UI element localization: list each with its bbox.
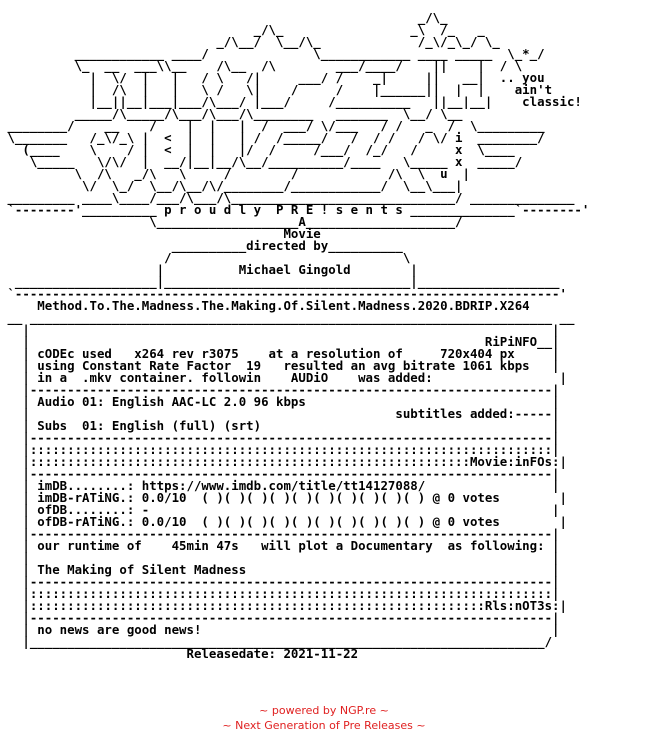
nfo-line: _/\_ (0, 10, 448, 25)
nfo-line: |----------------------------------------------------------------------| (0, 382, 560, 397)
footer-tagline: ~ Next Generation of Pre Releases ~ (222, 719, 426, 732)
nfo-line: Movie (0, 226, 321, 241)
nfo-line: |__||__|___|___/\___/ |___/ /__________ ||__|__| classic! (0, 94, 582, 109)
nfo-line: `--------'__________ p r o u d l y P R E ! s e n t s ______________`--------' (0, 202, 590, 217)
nfo-line: | imDB-rATiNG.: 0.0/10 ( )( )( )( )( )( )( )( )( )( ) @ 0 votes | (0, 490, 567, 505)
powered-by-text: ~ powered by NGP.re ~ (259, 704, 389, 717)
nfo-line: |----------------------------------------------------------------------| (0, 610, 560, 625)
nfo-line: __ ______________________________________________________________________ __ (0, 310, 575, 325)
nfo-line: | in a .mkv container. followin AUDiO was added: | (0, 370, 567, 385)
nfo-line: `-------------------------------------------------------------------------' (0, 286, 567, 301)
nfo-line: | our runtime of 45min 47s will plot a Documentary as following: | (0, 538, 560, 553)
nfo-line: | \/ | | / \ /| ___/ / _| || __| .. you (0, 70, 545, 85)
nfo-line: Method.To.The.Madness.The.Making.Of.Silent.Madness.2020.BDRIP.X264 (0, 298, 530, 313)
nfo-line: ___________________|_________________________________|___________________ (0, 274, 560, 289)
nfo-line: | Michael Gingold | (0, 262, 418, 277)
nfo-line: | Audio 01: English AAC-LC 2.0 96 kbps | (0, 394, 560, 409)
nfo-line: |----------------------------------------------------------------------| (0, 430, 560, 445)
nfo-line: ____________ ____/ \____________ ____ _____ \_*_/ (0, 46, 545, 61)
nfo-line: | Subs 01: English (full) (srt) | (0, 418, 560, 433)
nfo-line: _/\_ _\ /_ _ (0, 22, 485, 37)
nfo-line: \_____ \/\/ | __/|__|__/\__/__________/____ \_____ x _____/ (0, 154, 523, 169)
nfo-line: | ofDB-rATiNG.: 0.0/10 ( )( )( )( )( )( )( )( )( )( ) @ 0 votes | (0, 514, 567, 529)
nfo-line: | imDB........: https://www.imdb.com/title/tt14127088/ | (0, 478, 560, 493)
nfo-line: | cODEc used x264 rev r3075 at a resolution of 720x404 px | (0, 346, 560, 361)
nfo-line: (____ \ / | < | | |/ / /___/ /_/ / x \____ (0, 142, 515, 157)
nfo-line: \ /\ _/\ \ / / /\ \ u | (0, 166, 470, 181)
nfo-line: / \ (0, 250, 411, 265)
nfo-line: | RiPiNFO__| (0, 334, 560, 349)
nfo-line: _________ ____\____/___/\___/\______________________________/ ______________ (0, 190, 575, 205)
nfo-line: \_ __ ___\\__ /\__ /\ ___/____/ || | / \ (0, 58, 523, 73)
nfo-line: \_______ /_\/_\ | < | | | / /_____/ / / / / \/ i ________/ (0, 130, 545, 145)
nfo-line: __________directed by__________ (0, 238, 403, 253)
nfo-line: |::::::::::::::::::::::::::::::::::::::::::::::::::::::::::::::::::::::| (0, 442, 560, 457)
nfo-line: \___________________A____________________/ (0, 214, 463, 229)
nfo-line: \/ \_/ \__/\__/\/________/____________/ \__\___| (0, 178, 463, 193)
nfo-line: | The Making of Silent Madness | (0, 562, 560, 577)
nfo-line: | ofDB........: - | (0, 502, 560, 517)
nfo-line: |::::::::::::::::::::::::::::::::::::::::::::::::::::::::::::::::::::::| (0, 586, 560, 601)
nfo-line: | /\ | | \ / \| / / |______|| | | ain't (0, 82, 553, 97)
nfo-line: |----------------------------------------------------------------------| (0, 466, 560, 481)
nfo-line: Releasedate: 2021-11-22 (0, 646, 359, 661)
nfo-line: _____/\_____/\___/\___/\________ _______ \__/ \__ (0, 106, 463, 121)
nfo-line: |_____________________________________________________________________/ (0, 634, 553, 649)
nfo-line: | | (0, 322, 560, 337)
nfo-line: |----------------------------------------------------------------------| (0, 574, 560, 589)
nfo-line: | no news are good news! | (0, 622, 560, 637)
nfo-line: |----------------------------------------------------------------------| (0, 526, 560, 541)
nfo-line: | subtitles added:-----| (0, 406, 560, 421)
nfo-line: | | (0, 550, 560, 565)
nfo-line: |:::::::::::::::::::::::::::::::::::::::::::::::::::::::::::Movie:inFOs:| (0, 454, 567, 469)
nfo-line: | using Constant Rate Factor 19 resulted an avg bitrate 1061 kbps | (0, 358, 560, 373)
nfo-line: _/\__/ \__/\_ /_\/_\_/ \_ (0, 34, 500, 49)
nfo-line: |:::::::::::::::::::::::::::::::::::::::::::::::::::::::::::::Rls:nOT3s:| (0, 598, 567, 613)
nfo-line: ________/ __ / | | | / ___/ \/___ / / _ / \_________ (0, 118, 545, 133)
